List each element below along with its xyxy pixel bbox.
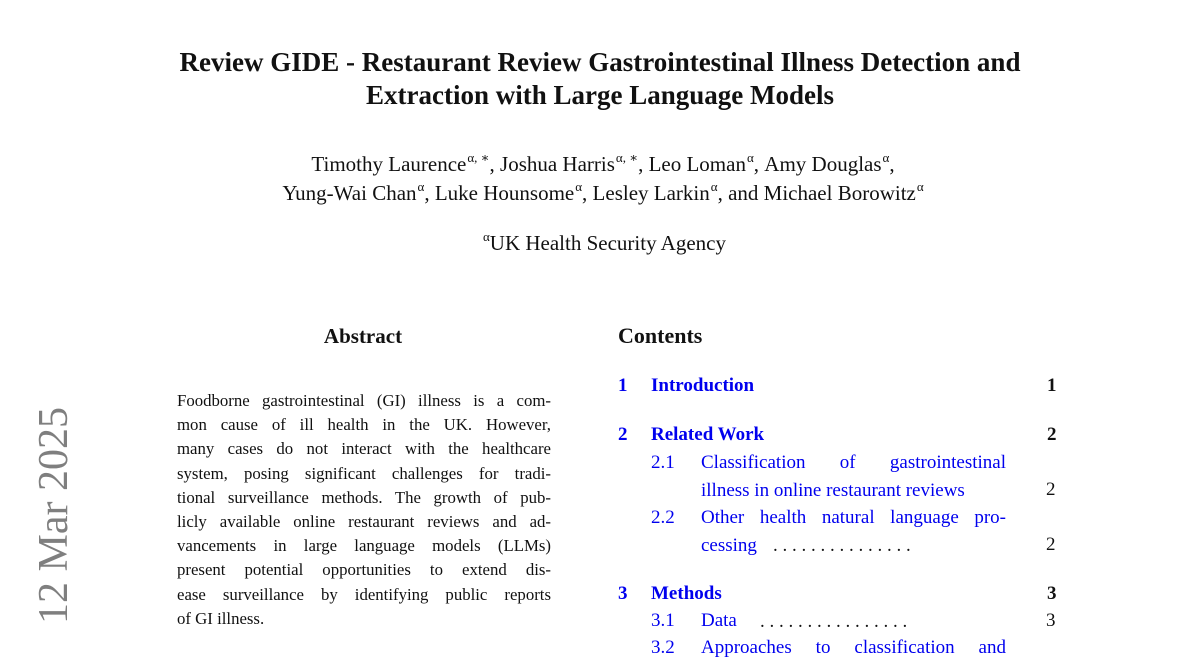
toc-subsection-label-line-1: Other health natural language pro- — [701, 507, 1006, 528]
abstract-heading: Abstract — [323, 324, 403, 348]
paper-title-line-1: Review GIDE - Restaurant Review Gastrointestinal Illness Detection and — [179, 47, 1021, 77]
author-separator: , — [638, 152, 649, 176]
author-affiliation-mark: α, ∗ — [615, 150, 639, 165]
toc-section-number: 3 — [618, 583, 628, 604]
toc-subsection-number: 3.2 — [651, 637, 675, 658]
toc-subsection-label — [701, 449, 1006, 504]
abstract-line: system, posing significant challenges for tradi- — [177, 463, 551, 483]
author-affiliation-mark: α — [882, 150, 890, 165]
abstract-line: vancements in large language models (LLMs) — [177, 536, 551, 556]
author-name: Leo Loman — [648, 152, 746, 176]
author-separator: , — [424, 181, 435, 205]
author-name: Yung-Wai Chan — [282, 181, 417, 205]
toc-section-number: 1 — [618, 375, 628, 396]
author-affiliation-mark: α — [417, 179, 425, 194]
toc-subsection-label-line-2: cessing — [701, 534, 757, 556]
author-separator: , — [582, 181, 593, 205]
toc-section-page: 1 — [1047, 375, 1057, 396]
toc-subsection-page: 3 — [1046, 610, 1056, 631]
arxiv-date-stamp: 12 Mar 2025 — [31, 407, 77, 624]
author-name: Joshua Harris — [500, 152, 615, 176]
toc-subsection-label: Data — [701, 610, 737, 631]
author-name: Timothy Laurence — [311, 152, 467, 176]
abstract-line: present potential opportunities to extend dis- — [177, 560, 551, 580]
abstract-line: Foodborne gastrointestinal (GI) illness is a com- — [177, 391, 551, 410]
toc-subsection-label-line-1: Classification of gastrointestinal — [701, 452, 1006, 473]
toc-section-label: Methods — [651, 583, 722, 604]
toc-leader-dots: . . . . . . . . . . . . . . . — [773, 535, 911, 556]
abstract-line: tional surveillance methods. The growth of pub- — [177, 487, 551, 507]
paper-title-line-2: Extraction with Large Language Models — [366, 80, 834, 110]
affiliation-mark: α — [482, 229, 490, 244]
author-name: Amy Douglas — [764, 152, 882, 176]
author-affiliation-mark: α — [710, 179, 718, 194]
toc-leader-dots: . . . . . . . . . . . . . . . . — [760, 611, 908, 632]
author-affiliation-mark: α, ∗ — [467, 150, 490, 165]
abstract-line: licly available online restaurant reviews and ad- — [177, 512, 551, 532]
author-separator: , — [889, 152, 895, 176]
author-separator: , — [489, 152, 501, 176]
toc-section-label: Related Work — [651, 424, 765, 445]
author-separator: , — [753, 152, 765, 176]
toc-section-page: 3 — [1047, 583, 1057, 604]
author-affiliation-mark: α — [575, 179, 583, 194]
author-name: Lesley Larkin — [592, 181, 710, 205]
toc-subsection-label-line-2: illness in online restaurant reviews — [701, 479, 965, 501]
toc-subsection-page: 2 — [1046, 479, 1056, 500]
abstract-line: many cases do not interact with the healthcare — [177, 439, 551, 459]
author-affiliation-mark: α — [746, 150, 754, 165]
abstract-line: of GI illness. — [177, 608, 265, 628]
toc-section-number: 2 — [618, 424, 628, 445]
author-name: Michael Borowitz — [763, 181, 916, 205]
affiliation-name: UK Health Security Agency — [489, 231, 726, 255]
author-separator: , and — [717, 181, 764, 205]
abstract-line: mon cause of ill health in the UK. However, — [177, 415, 551, 435]
toc-subsection-page: 2 — [1046, 534, 1056, 555]
author-affiliation-mark: α — [916, 179, 924, 194]
toc-section-label: Introduction — [651, 375, 755, 396]
toc-subsection-number: 2.1 — [651, 452, 675, 473]
toc-section-page: 2 — [1047, 424, 1057, 445]
toc-subsection-number: 3.1 — [651, 610, 675, 631]
toc-subsection-number: 2.2 — [651, 507, 675, 528]
abstract-line: ease surveillance by identifying public reports — [177, 584, 551, 604]
contents-heading: Contents — [618, 323, 703, 348]
toc-subsection-label-line-1: Approaches to classification and — [701, 637, 1006, 658]
author-name: Luke Hounsome — [434, 181, 575, 205]
